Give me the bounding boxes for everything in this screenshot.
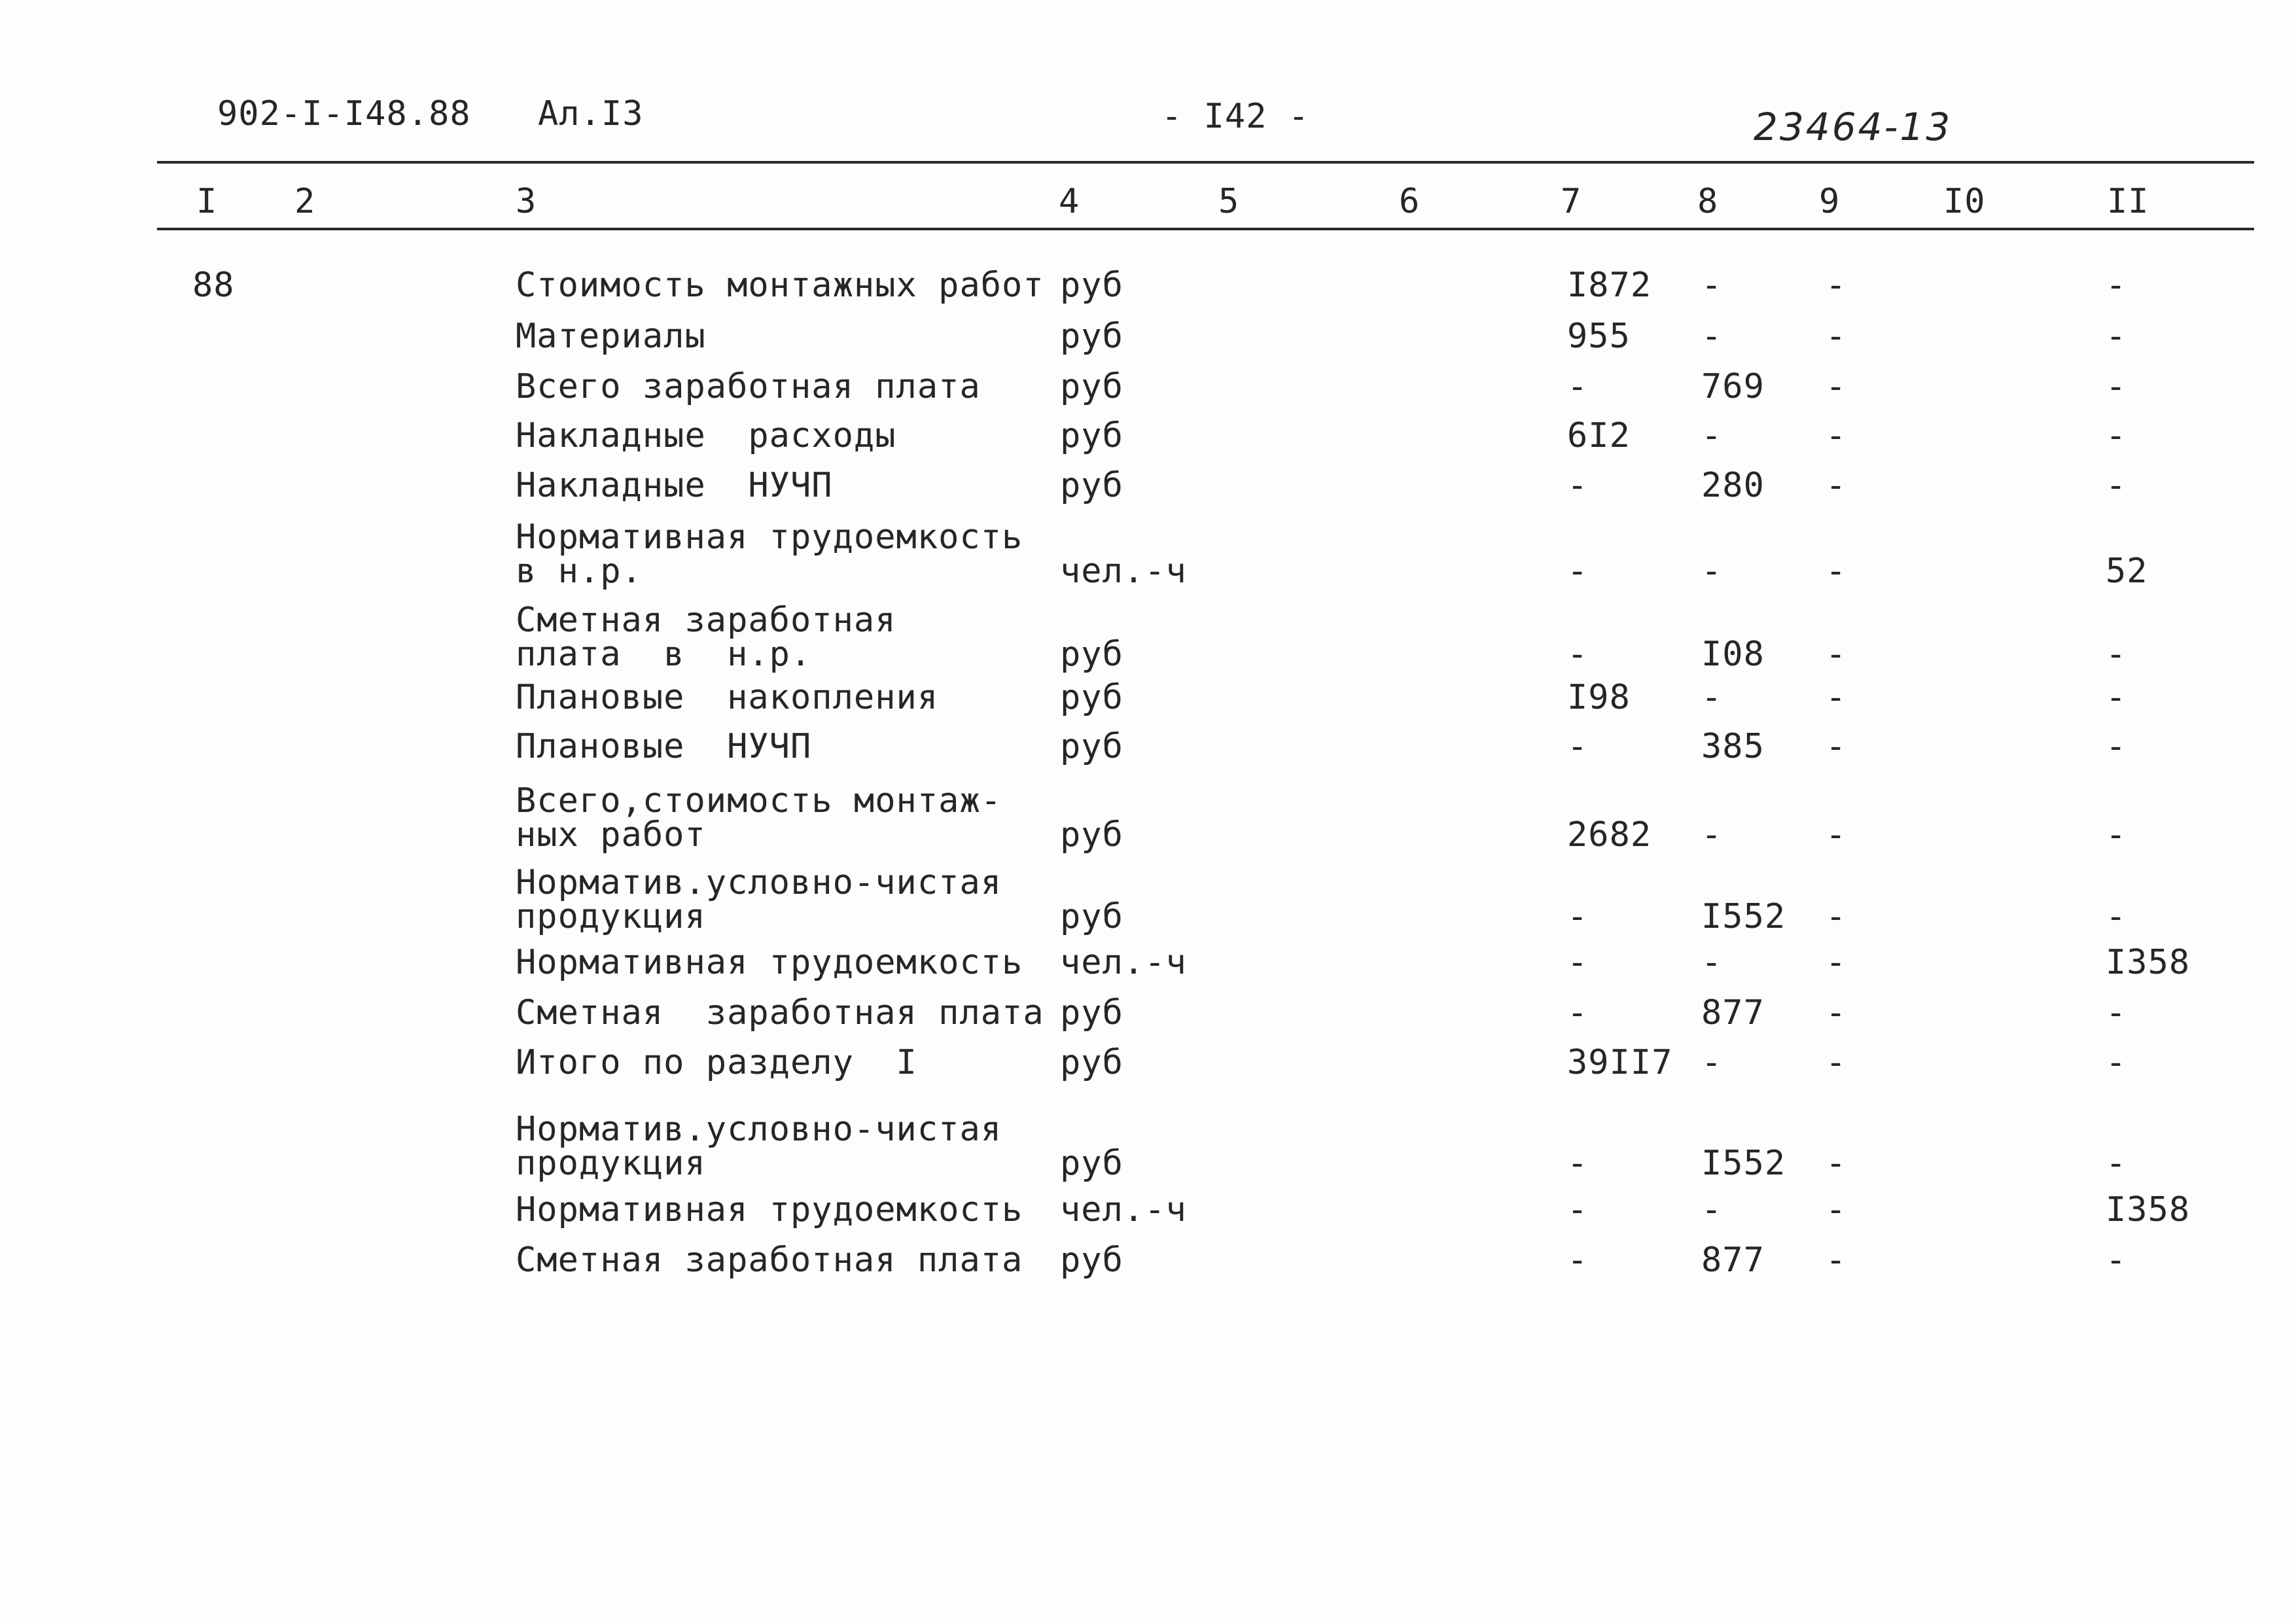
column-header-3: 3 xyxy=(516,182,537,221)
row-unit: руб xyxy=(1060,727,1123,766)
cell-col-9: - xyxy=(1826,367,1847,406)
cell-col-7: - xyxy=(1567,993,1589,1033)
cell-col-7: 2682 xyxy=(1567,815,1652,855)
cell-col-9: - xyxy=(1826,416,1847,455)
row-unit: руб xyxy=(1060,1043,1123,1082)
cell-col-9: - xyxy=(1826,727,1847,766)
cell-col-8: 877 xyxy=(1701,993,1765,1033)
row-unit: руб xyxy=(1060,266,1123,305)
column-header-1: I xyxy=(196,182,218,221)
cell-col-8: I552 xyxy=(1701,1144,1786,1183)
column-header-10: I0 xyxy=(1943,182,1986,221)
cell-col-9: - xyxy=(1826,317,1847,356)
cell-col-11: - xyxy=(2106,727,2127,766)
cell-col-7: - xyxy=(1567,1144,1589,1183)
cell-col-9: - xyxy=(1826,943,1847,982)
cell-col-11: - xyxy=(2106,897,2127,936)
column-header-4: 4 xyxy=(1059,182,1080,221)
cell-col-9: - xyxy=(1826,1190,1847,1229)
header-bottom-rule xyxy=(157,228,2254,230)
row-item-name: Накладные расходы xyxy=(516,416,896,455)
cell-col-11: - xyxy=(2106,416,2127,455)
cell-col-8: - xyxy=(1701,266,1723,305)
cell-col-7: - xyxy=(1567,552,1589,591)
row-unit: руб xyxy=(1060,1241,1123,1280)
cell-col-11: - xyxy=(2106,266,2127,305)
cell-col-8: 877 xyxy=(1701,1241,1765,1280)
row-item-name: Накладные НУЧП xyxy=(516,466,833,505)
cell-col-11: - xyxy=(2106,1043,2127,1082)
cell-col-11: - xyxy=(2106,1241,2127,1280)
cell-col-8: - xyxy=(1701,815,1723,855)
cell-col-7: - xyxy=(1567,1190,1589,1229)
header-top-rule xyxy=(157,161,2254,164)
row-unit: руб xyxy=(1060,416,1123,455)
cell-col-9: - xyxy=(1826,552,1847,591)
cell-col-11: - xyxy=(2106,466,2127,505)
cell-col-7: - xyxy=(1567,466,1589,505)
cell-col-9: - xyxy=(1826,1144,1847,1183)
cell-col-9: - xyxy=(1826,678,1847,717)
handwritten-inventory-number: 23464-13 xyxy=(1754,105,1952,149)
cell-col-11: - xyxy=(2106,1144,2127,1183)
row-unit: руб xyxy=(1060,993,1123,1033)
row-item-name: Всего заработная плата xyxy=(516,367,981,406)
row-unit: руб xyxy=(1060,897,1123,936)
section-number: 88 xyxy=(192,266,235,305)
row-item-name: Нормативная трудоемкость в н.р. xyxy=(516,518,1023,591)
row-unit: руб xyxy=(1060,317,1123,356)
row-unit: руб xyxy=(1060,1144,1123,1183)
column-header-2: 2 xyxy=(294,182,316,221)
column-header-5: 5 xyxy=(1218,182,1240,221)
cell-col-7: - xyxy=(1567,1241,1589,1280)
cell-col-8: 280 xyxy=(1701,466,1765,505)
cell-col-7: I872 xyxy=(1567,266,1652,305)
sheet-label: Ал.I3 xyxy=(538,94,644,133)
column-header-6: 6 xyxy=(1399,182,1421,221)
row-item-name: Норматив.условно-чистая продукция xyxy=(516,1110,1002,1183)
cell-col-8: - xyxy=(1701,317,1723,356)
cell-col-7: 955 xyxy=(1567,317,1631,356)
cell-col-11: - xyxy=(2106,317,2127,356)
cell-col-7: I98 xyxy=(1567,678,1631,717)
cell-col-8: - xyxy=(1701,943,1723,982)
cell-col-7: - xyxy=(1567,367,1589,406)
cell-col-11: 52 xyxy=(2106,552,2148,591)
row-unit: руб xyxy=(1060,367,1123,406)
row-item-name: Стоимость монтажных работ xyxy=(516,266,1044,305)
cell-col-8: - xyxy=(1701,678,1723,717)
column-header-9: 9 xyxy=(1819,182,1841,221)
cell-col-11: - xyxy=(2106,815,2127,855)
row-item-name: Сметная заработная плата в н.р. xyxy=(516,601,896,674)
cell-col-8: - xyxy=(1701,552,1723,591)
cell-col-7: - xyxy=(1567,635,1589,674)
row-item-name: Норматив.условно-чистая продукция xyxy=(516,863,1002,936)
cell-col-8: 385 xyxy=(1701,727,1765,766)
column-header-8: 8 xyxy=(1697,182,1719,221)
row-item-name: Плановые НУЧП xyxy=(516,727,812,766)
cell-col-9: - xyxy=(1826,897,1847,936)
cell-col-9: - xyxy=(1826,635,1847,674)
column-header-7: 7 xyxy=(1561,182,1582,221)
row-item-name: Итого по разделу I xyxy=(516,1043,917,1082)
cell-col-8: - xyxy=(1701,416,1723,455)
row-unit: руб xyxy=(1060,678,1123,717)
row-unit: чел.-ч xyxy=(1060,943,1187,982)
cell-col-11: - xyxy=(2106,635,2127,674)
cell-col-9: - xyxy=(1826,266,1847,305)
cell-col-7: 39II7 xyxy=(1567,1043,1673,1082)
row-item-name: Нормативная трудоемкость xyxy=(516,943,1023,982)
document-code: 902-I-I48.88 xyxy=(217,94,471,133)
cell-col-7: - xyxy=(1567,897,1589,936)
cell-col-11: I358 xyxy=(2106,1190,2191,1229)
row-unit: чел.-ч xyxy=(1060,552,1187,591)
cell-col-9: - xyxy=(1826,1043,1847,1082)
row-item-name: Нормативная трудоемкость xyxy=(516,1190,1023,1229)
cell-col-9: - xyxy=(1826,993,1847,1033)
cell-col-7: - xyxy=(1567,943,1589,982)
cell-col-8: - xyxy=(1701,1043,1723,1082)
cell-col-9: - xyxy=(1826,466,1847,505)
row-unit: руб xyxy=(1060,466,1123,505)
row-unit: руб xyxy=(1060,815,1123,855)
cell-col-8: I552 xyxy=(1701,897,1786,936)
row-unit: руб xyxy=(1060,635,1123,674)
row-item-name: Плановые накопления xyxy=(516,678,939,717)
row-unit: чел.-ч xyxy=(1060,1190,1187,1229)
cell-col-11: - xyxy=(2106,993,2127,1033)
row-item-name: Сметная заработная плата xyxy=(516,1241,1023,1280)
row-item-name: Материалы xyxy=(516,317,706,356)
cell-col-8: I08 xyxy=(1701,635,1765,674)
cell-col-11: - xyxy=(2106,367,2127,406)
cell-col-11: - xyxy=(2106,678,2127,717)
row-item-name: Сметная заработная плата xyxy=(516,993,1044,1033)
row-item-name: Всего,стоимость монтаж- ных работ xyxy=(516,781,1002,855)
cell-col-7: - xyxy=(1567,727,1589,766)
column-header-11: II xyxy=(2107,182,2149,221)
cell-col-8: - xyxy=(1701,1190,1723,1229)
cell-col-7: 6I2 xyxy=(1567,416,1631,455)
cell-col-11: I358 xyxy=(2106,943,2191,982)
cell-col-8: 769 xyxy=(1701,367,1765,406)
cell-col-9: - xyxy=(1826,1241,1847,1280)
page-number: - I42 - xyxy=(1161,97,1310,136)
cell-col-9: - xyxy=(1826,815,1847,855)
